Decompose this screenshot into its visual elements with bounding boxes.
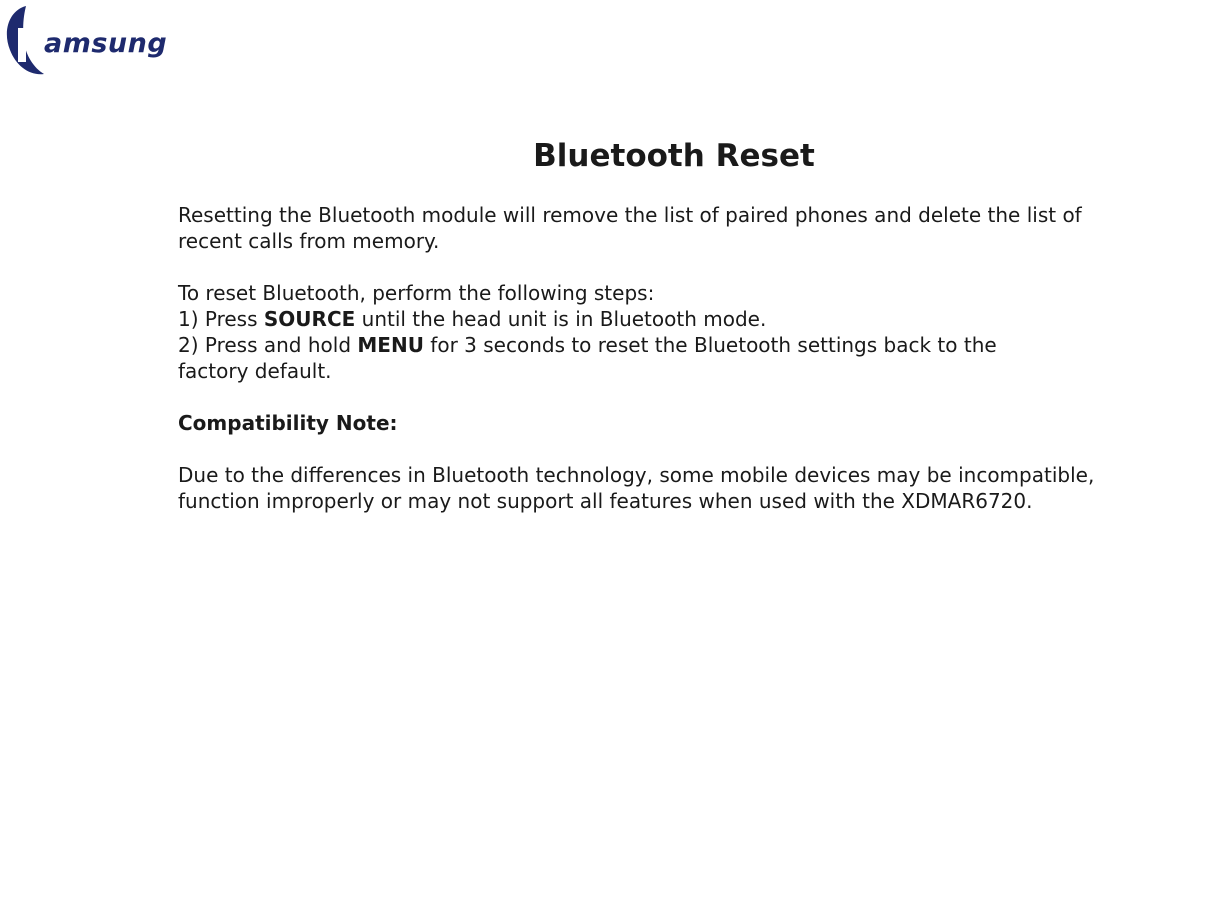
- brand-logo: [4, 4, 204, 78]
- source-key-label: SOURCE: [263, 307, 356, 331]
- note-line-2: function improperly or may not support all features when used with the XDMAR6720.: [178, 489, 1033, 513]
- note-line-1: Due to the differences in Bluetooth technology, some mobile devices may be incompatible,: [178, 463, 1095, 487]
- page-title: Bluetooth Reset: [533, 138, 815, 174]
- step-2: 2) Press and hold MENU for 3 seconds to reset the Bluetooth settings back to the: [178, 333, 997, 357]
- compatibility-note-heading: Compatibility Note:: [178, 411, 398, 435]
- document-body: [178, 202, 1168, 514]
- step-1: 1) Press SOURCE until the head unit is in Bluetooth mode.: [178, 307, 767, 331]
- logo-wordmark: amsung: [44, 28, 168, 59]
- step-2-continued: factory default.: [178, 359, 332, 383]
- steps-heading: To reset Bluetooth, perform the following steps:: [178, 281, 655, 305]
- menu-key-label: MENU: [357, 333, 424, 357]
- intro-line-2: recent calls from memory.: [178, 229, 440, 253]
- intro-line-1: Resetting the Bluetooth module will remove the list of paired phones and delete the list of: [178, 203, 1082, 227]
